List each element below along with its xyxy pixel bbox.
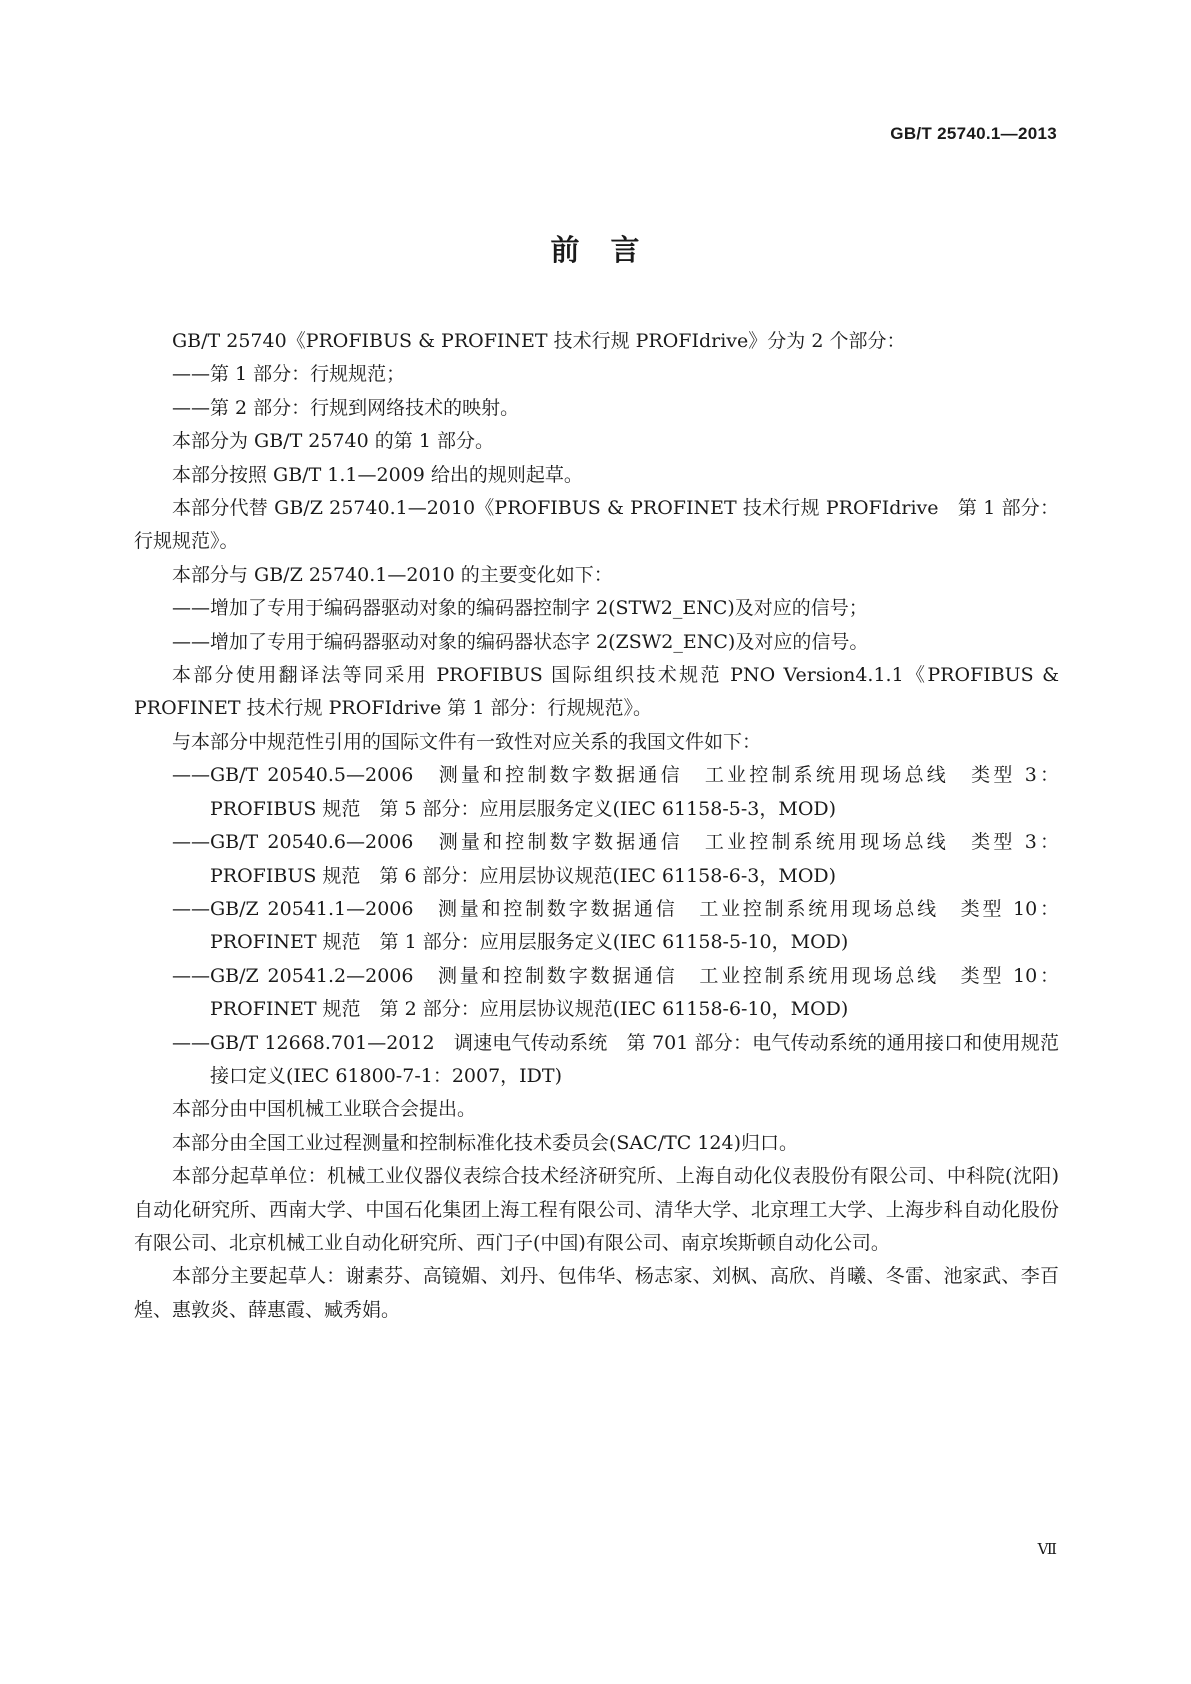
paragraph: 本部分使用翻译法等同采用 PROFIBUS 国际组织技术规范 PNO Version4.1.1《PROFIBUS & PROFINET 技术行规 PROFIdrive 第 1 部分：行规规范》。 bbox=[134, 664, 1059, 720]
paragraph: 本部分与 GB/Z 25740.1—2010 的主要变化如下： bbox=[172, 563, 613, 586]
paragraph: 本部分主要起草人：谢素芬、高镜媚、刘丹、包伟华、杨志家、刘枫、高欣、肖曦、冬雷、池家武、李百煌、惠敦炎、薛惠霞、臧秀娟。 bbox=[134, 1265, 1059, 1321]
list-item: ——GB/T 20540.6—2006 测量和控制数字数据通信 工业控制系统用现场总线 类型 3：PROFIBUS 规范 第 6 部分：应用层协议规范(IEC 61158-6-3，MOD) bbox=[172, 831, 1059, 887]
standard-number: GB/T 25740.1—2013 bbox=[890, 124, 1057, 143]
paragraph: 本部分起草单位：机械工业仪器仪表综合技术经济研究所、上海自动化仪表股份有限公司、中科院(沈阳)自动化研究所、西南大学、中国石化集团上海工程有限公司、清华大学、北京理工大学、上海步科自动化股份有限公司、北京机械工业自动化研究所、西门子(中国)有限公司、南京埃斯顿自动化公司。 bbox=[134, 1165, 1059, 1254]
paragraph: 本部分为 GB/T 25740 的第 1 部分。 bbox=[172, 430, 494, 453]
paragraph: 本部分按照 GB/T 1.1—2009 给出的规则起草。 bbox=[172, 463, 583, 486]
list-item: ——第 2 部分：行规到网络技术的映射。 bbox=[172, 396, 520, 419]
list-item: ——GB/Z 20541.1—2006 测量和控制数字数据通信 工业控制系统用现场总线 类型 10：PROFINET 规范 第 1 部分：应用层服务定义(IEC 61158-5-10，MOD) bbox=[172, 897, 1059, 954]
page-title: 前 言 bbox=[550, 233, 641, 267]
document-body bbox=[134, 325, 1079, 1327]
list-item: ——GB/T 12668.701—2012 调速电气传动系统 第 701 部分：电气传动系统的通用接口和使用规范 接口定义(IEC 61800-7-1：2007，IDT) bbox=[172, 1031, 1079, 1087]
list-item: ——增加了专用于编码器驱动对象的编码器控制字 2(STW2_ENC)及对应的信号； bbox=[172, 597, 868, 620]
paragraph: 本部分由全国工业过程测量和控制标准化技术委员会(SAC/TC 124)归口。 bbox=[172, 1131, 799, 1154]
list-item: ——增加了专用于编码器驱动对象的编码器状态字 2(ZSW2_ENC)及对应的信号。 bbox=[172, 630, 869, 653]
page-number: Ⅶ bbox=[1037, 1540, 1057, 1558]
paragraph: 本部分由中国机械工业联合会提出。 bbox=[172, 1098, 477, 1121]
paragraph: GB/T 25740《PROFIBUS & PROFINET 技术行规 PROFIdrive》分为 2 个部分： bbox=[172, 330, 906, 352]
list-item: ——第 1 部分：行规规范； bbox=[172, 363, 406, 386]
list-item: ——GB/Z 20541.2—2006 测量和控制数字数据通信 工业控制系统用现场总线 类型 10：PROFINET 规范 第 2 部分：应用层协议规范(IEC 61158-6-10，MOD) bbox=[172, 964, 1059, 1021]
paragraph: 本部分代替 GB/Z 25740.1—2010《PROFIBUS & PROFINET 技术行规 PROFIdrive 第 1 部分：行规规范》。 bbox=[134, 497, 1059, 553]
list-item: ——GB/T 20540.5—2006 测量和控制数字数据通信 工业控制系统用现场总线 类型 3：PROFIBUS 规范 第 5 部分：应用层服务定义(IEC 61158-5-3，MOD) bbox=[172, 764, 1059, 820]
paragraph: 与本部分中规范性引用的国际文件有一致性对应关系的我国文件如下： bbox=[172, 730, 762, 753]
